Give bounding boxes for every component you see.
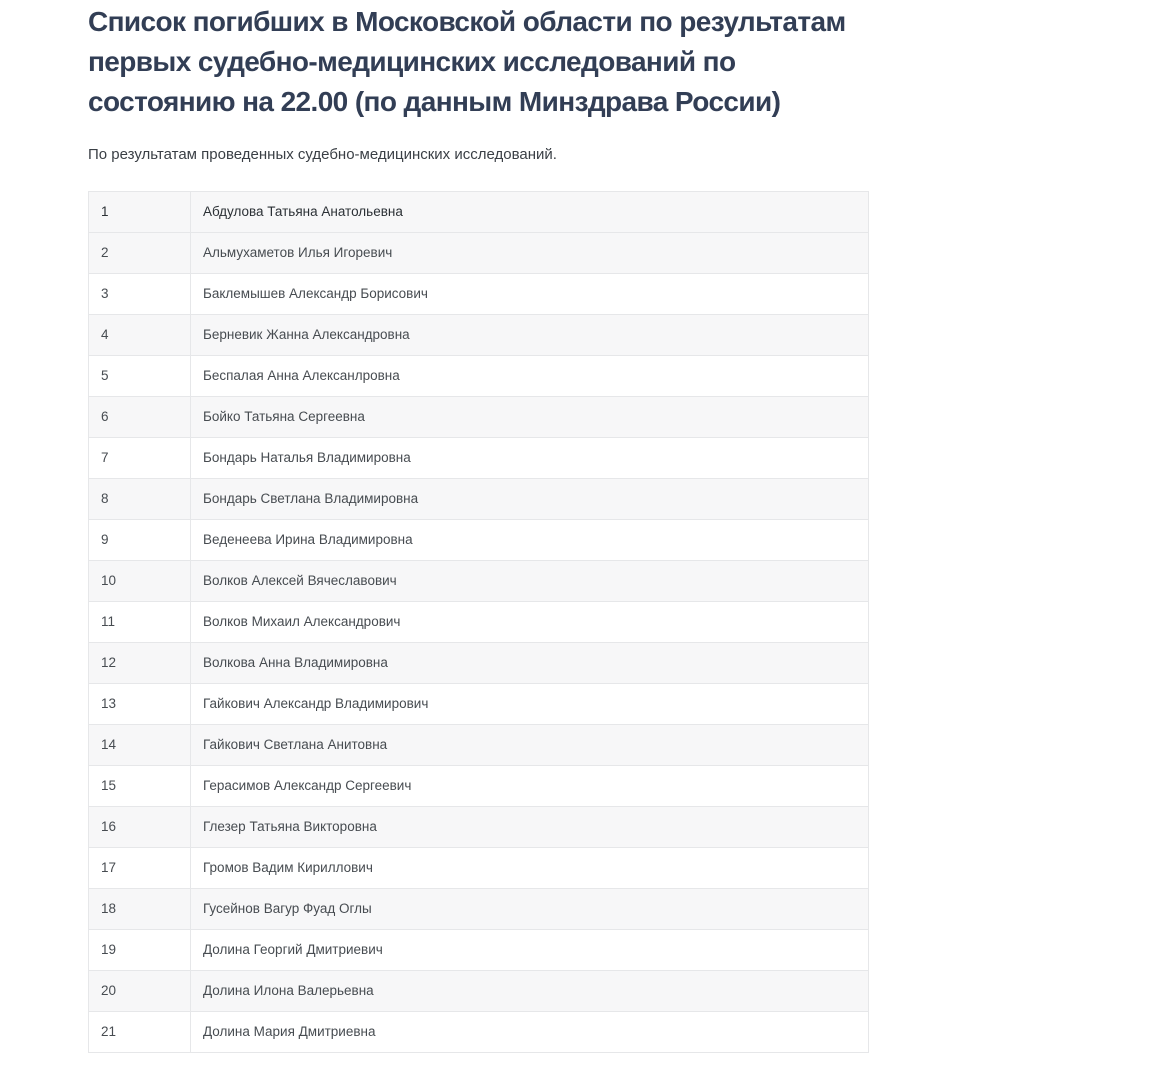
row-number-cell: 13: [89, 684, 191, 725]
row-number-cell: 11: [89, 602, 191, 643]
table-row: [89, 561, 869, 602]
article-lead: По результатам проведенных судебно-медицинских исследований.: [88, 146, 557, 163]
row-number-cell: 1: [89, 192, 191, 233]
row-number-cell: 8: [89, 479, 191, 520]
table-row: [89, 930, 869, 971]
row-number-cell: 21: [89, 1012, 191, 1053]
row-name-cell: Герасимов Александр Сергеевич: [191, 766, 869, 807]
table-row: [89, 602, 869, 643]
casualties-table: [88, 191, 869, 1053]
table-row: [89, 438, 869, 479]
table-row: [89, 356, 869, 397]
table-row: [89, 889, 869, 930]
row-name-cell: Бондарь Светлана Владимировна: [191, 479, 869, 520]
row-number-cell: 17: [89, 848, 191, 889]
row-name-cell: Абдулова Татьяна Анатольевна: [191, 192, 869, 233]
row-number-cell: 14: [89, 725, 191, 766]
row-name-cell: Волкова Анна Владимировна: [191, 643, 869, 684]
table-row: [89, 397, 869, 438]
table-row: [89, 848, 869, 889]
row-number-cell: 12: [89, 643, 191, 684]
row-name-cell: Гайкович Александр Владимирович: [191, 684, 869, 725]
row-name-cell: Долина Георгий Дмитриевич: [191, 930, 869, 971]
row-number-cell: 5: [89, 356, 191, 397]
casualties-table-body: [89, 192, 869, 1053]
table-row: [89, 479, 869, 520]
row-name-cell: Бойко Татьяна Сергеевна: [191, 397, 869, 438]
table-row: [89, 725, 869, 766]
row-name-cell: Баклемышев Александр Борисович: [191, 274, 869, 315]
row-name-cell: Волков Михаил Александрович: [191, 602, 869, 643]
row-number-cell: 2: [89, 233, 191, 274]
page-title: Список погибших в Московской области по результатам первых судебно-медицинских исследований по состоянию на 22.00 (по данным Минздрава России): [88, 6, 846, 117]
table-row: [89, 971, 869, 1012]
table-row: [89, 807, 869, 848]
row-name-cell: Бондарь Наталья Владимировна: [191, 438, 869, 479]
row-name-cell: Альмухаметов Илья Игоревич: [191, 233, 869, 274]
row-name-cell: Берневик Жанна Александровна: [191, 315, 869, 356]
table-row: [89, 233, 869, 274]
table-row: [89, 684, 869, 725]
row-name-cell: Долина Илона Валерьевна: [191, 971, 869, 1012]
table-row: [89, 274, 869, 315]
table-row: [89, 520, 869, 561]
row-name-cell: Глезер Татьяна Викторовна: [191, 807, 869, 848]
table-row: [89, 643, 869, 684]
row-number-cell: 3: [89, 274, 191, 315]
row-number-cell: 4: [89, 315, 191, 356]
row-name-cell: Беспалая Анна Алексанлровна: [191, 356, 869, 397]
row-name-cell: Веденеева Ирина Владимировна: [191, 520, 869, 561]
table-row: [89, 1012, 869, 1053]
row-number-cell: 15: [89, 766, 191, 807]
row-name-cell: Долина Мария Дмитриевна: [191, 1012, 869, 1053]
row-name-cell: Гусейнов Вагур Фуад Оглы: [191, 889, 869, 930]
row-number-cell: 18: [89, 889, 191, 930]
row-number-cell: 9: [89, 520, 191, 561]
row-number-cell: 16: [89, 807, 191, 848]
row-name-cell: Волков Алексей Вячеславович: [191, 561, 869, 602]
row-number-cell: 20: [89, 971, 191, 1012]
row-number-cell: 6: [89, 397, 191, 438]
row-name-cell: Гайкович Светлана Анитовна: [191, 725, 869, 766]
row-name-cell: Громов Вадим Кириллович: [191, 848, 869, 889]
row-number-cell: 10: [89, 561, 191, 602]
row-number-cell: 7: [89, 438, 191, 479]
table-row: [89, 766, 869, 807]
table-header-row: [89, 192, 869, 233]
table-row: [89, 315, 869, 356]
row-number-cell: 19: [89, 930, 191, 971]
